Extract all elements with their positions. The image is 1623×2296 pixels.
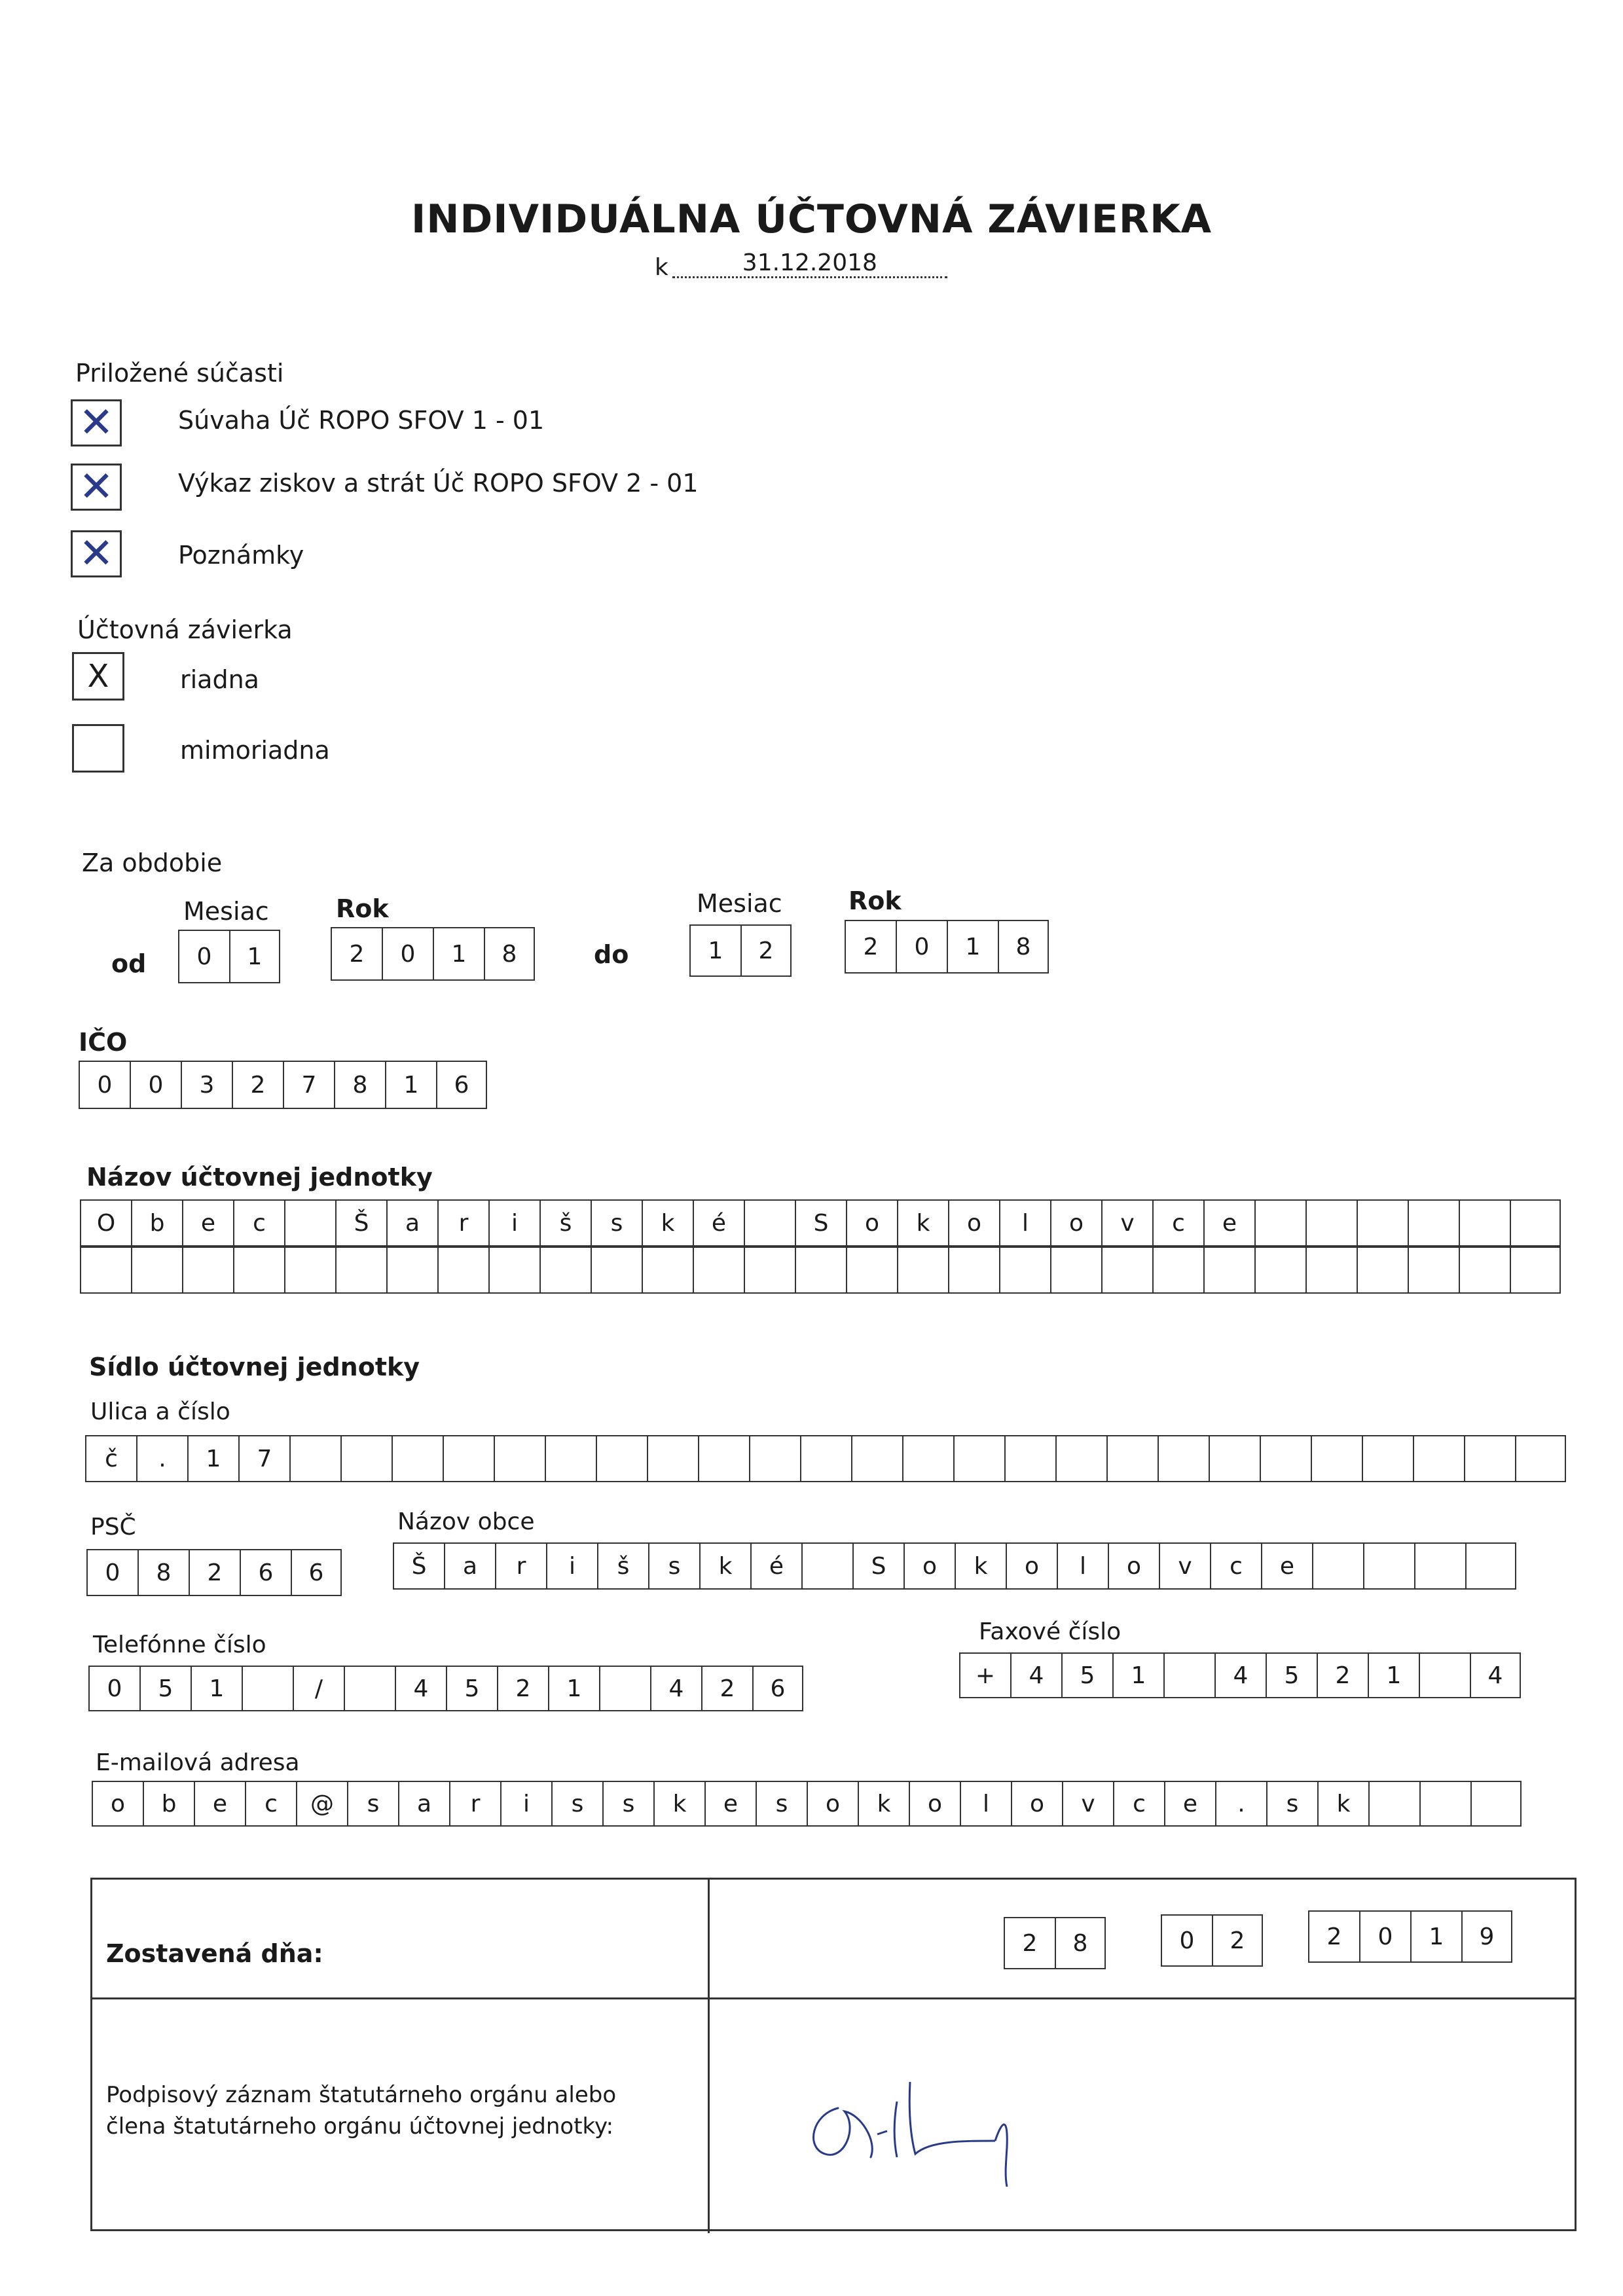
email-label: E-mailová adresa	[96, 1749, 300, 1776]
digit-cell: 2	[232, 1061, 283, 1109]
char-cell: 0	[88, 1666, 139, 1711]
from-year-field[interactable]	[331, 927, 535, 981]
char-cell: @	[296, 1781, 347, 1827]
box-divider-vertical	[708, 1880, 710, 2233]
digit-cell: 8	[998, 920, 1049, 974]
char-cell	[1459, 1199, 1510, 1247]
char-cell: e	[182, 1199, 233, 1247]
char-cell: e	[1164, 1781, 1215, 1827]
char-cell: 6	[240, 1549, 291, 1596]
char-cell	[1465, 1542, 1516, 1590]
signature-label-line-1: Podpisový záznam štatutárneho orgánu alebo	[106, 2082, 617, 2108]
compiled-day-field[interactable]	[1004, 1917, 1106, 1969]
char-cell: s	[756, 1781, 807, 1827]
char-cell	[1414, 1542, 1465, 1590]
char-cell	[953, 1435, 1004, 1482]
digit-cell: 2	[1212, 1914, 1263, 1967]
attachments-heading: Priložené súčasti	[75, 359, 284, 388]
char-cell	[698, 1435, 749, 1482]
attachment-label-poznamky: Poznámky	[178, 541, 304, 570]
char-cell	[851, 1435, 902, 1482]
char-cell: v	[1101, 1199, 1152, 1247]
fax-label: Faxové číslo	[979, 1618, 1122, 1645]
char-cell	[693, 1247, 744, 1294]
char-cell: s	[648, 1542, 699, 1590]
char-cell	[284, 1247, 335, 1294]
digit-cell: 3	[181, 1061, 232, 1109]
char-cell: 1	[1368, 1652, 1419, 1698]
char-cell: 1	[187, 1435, 238, 1482]
char-cell: 6	[752, 1666, 803, 1711]
char-cell: a	[386, 1199, 437, 1247]
char-cell: 5	[446, 1666, 497, 1711]
char-cell: 4	[650, 1666, 701, 1711]
char-cell: k	[653, 1781, 704, 1827]
to-month-field[interactable]	[689, 924, 792, 977]
fax-field[interactable]	[959, 1652, 1521, 1698]
char-cell: o	[909, 1781, 960, 1827]
char-cell: 7	[238, 1435, 289, 1482]
char-cell: e	[194, 1781, 245, 1827]
char-cell: e	[704, 1781, 756, 1827]
char-cell: k	[955, 1542, 1006, 1590]
phone-label: Telefónne číslo	[93, 1631, 266, 1658]
digit-cell: 8	[484, 927, 535, 981]
char-cell: 2	[1317, 1652, 1368, 1698]
closure-label-mimoriadna: mimoriadna	[180, 736, 330, 765]
char-cell	[1459, 1247, 1510, 1294]
digit-cell: 0	[1161, 1914, 1212, 1967]
char-cell	[1254, 1247, 1305, 1294]
char-cell: o	[948, 1199, 999, 1247]
signature-label-line-2: člena štatutárneho orgánu účtovnej jednotky:	[106, 2113, 614, 2140]
phone-field[interactable]	[88, 1666, 803, 1711]
char-cell: e	[1261, 1542, 1312, 1590]
char-cell: 1	[1112, 1652, 1163, 1698]
char-cell: 5	[1061, 1652, 1112, 1698]
char-cell	[1163, 1652, 1214, 1698]
psc-field[interactable]	[86, 1549, 342, 1596]
check-mark: ✕	[79, 463, 114, 511]
attachment-label-suvaha: Súvaha Úč ROPO SFOV 1 - 01	[178, 406, 545, 435]
closing-date[interactable]: 31.12.2018	[672, 249, 947, 278]
char-cell: e	[1203, 1199, 1254, 1247]
char-cell: o	[1011, 1781, 1062, 1827]
closure-label-riadna: riadna	[180, 665, 259, 694]
street-field[interactable]	[85, 1435, 1566, 1482]
char-cell	[392, 1435, 443, 1482]
from-label: od	[111, 949, 147, 978]
char-cell	[1101, 1247, 1152, 1294]
to-label: do	[594, 940, 629, 969]
digit-cell: 0	[79, 1061, 130, 1109]
char-cell	[1305, 1199, 1357, 1247]
digit-cell: 1	[385, 1061, 436, 1109]
char-cell: .	[136, 1435, 187, 1482]
char-cell: b	[131, 1199, 182, 1247]
char-cell	[596, 1435, 647, 1482]
ico-field[interactable]	[79, 1061, 487, 1109]
char-cell	[1106, 1435, 1158, 1482]
check-mark: ✕	[79, 530, 114, 578]
char-cell	[1510, 1199, 1561, 1247]
char-cell: c	[1210, 1542, 1261, 1590]
closing-date-line	[655, 249, 947, 281]
digit-cell: 1	[1410, 1910, 1461, 1963]
char-cell: a	[444, 1542, 495, 1590]
char-cell: s	[347, 1781, 398, 1827]
period-heading: Za obdobie	[82, 848, 223, 877]
char-cell	[545, 1435, 596, 1482]
char-cell	[1357, 1199, 1408, 1247]
char-cell	[1203, 1247, 1254, 1294]
char-cell: a	[398, 1781, 449, 1827]
check-mark: ✕	[79, 399, 114, 447]
char-cell	[233, 1247, 284, 1294]
char-cell: 5	[139, 1666, 191, 1711]
digit-cell: 1	[433, 927, 484, 981]
char-cell: +	[959, 1652, 1010, 1698]
digit-cell: 2	[740, 924, 792, 977]
char-cell: 6	[291, 1549, 342, 1596]
digit-cell: 1	[689, 924, 740, 977]
char-cell: S	[795, 1199, 846, 1247]
char-cell: é	[693, 1199, 744, 1247]
box-divider-horizontal	[92, 1997, 1575, 1999]
closure-mark-riadna: X	[87, 658, 109, 695]
char-cell	[386, 1247, 437, 1294]
char-cell	[539, 1247, 591, 1294]
char-cell: š	[539, 1199, 591, 1247]
char-cell: 1	[191, 1666, 242, 1711]
char-cell	[744, 1199, 795, 1247]
digit-cell: 1	[947, 920, 998, 974]
char-cell	[1470, 1781, 1522, 1827]
compiled-label: Zostavená dňa:	[106, 1939, 323, 1968]
char-cell	[1362, 1435, 1413, 1482]
to-month-label: Mesiac	[697, 889, 782, 918]
char-cell	[591, 1247, 642, 1294]
char-cell: o	[846, 1199, 897, 1247]
char-cell: o	[92, 1781, 143, 1827]
char-cell: k	[897, 1199, 948, 1247]
char-cell	[647, 1435, 698, 1482]
char-cell	[1260, 1435, 1311, 1482]
char-cell: O	[80, 1199, 131, 1247]
char-cell: s	[551, 1781, 602, 1827]
ico-label: IČO	[79, 1028, 128, 1057]
char-cell: o	[903, 1542, 955, 1590]
char-cell: o	[807, 1781, 858, 1827]
city-label: Názov obce	[397, 1508, 535, 1535]
char-cell	[1311, 1435, 1362, 1482]
char-cell: 8	[137, 1549, 189, 1596]
char-cell	[1363, 1542, 1414, 1590]
char-cell	[1158, 1435, 1209, 1482]
char-cell	[80, 1247, 131, 1294]
char-cell	[948, 1247, 999, 1294]
char-cell	[1413, 1435, 1464, 1482]
char-cell: s	[1266, 1781, 1317, 1827]
char-cell: k	[642, 1199, 693, 1247]
char-cell	[443, 1435, 494, 1482]
char-cell: 4	[1010, 1652, 1061, 1698]
digit-cell: 2	[845, 920, 896, 974]
to-year-label: Rok	[848, 886, 902, 915]
checkbox-suvaha[interactable]	[71, 399, 122, 446]
char-cell: .	[1215, 1781, 1266, 1827]
digit-cell: 0	[1359, 1910, 1410, 1963]
char-cell: r	[449, 1781, 500, 1827]
psc-label: PSČ	[90, 1514, 136, 1540]
checkbox-vykaz[interactable]	[71, 464, 122, 511]
checkbox-mimoriadna[interactable]	[72, 724, 124, 773]
to-year-field[interactable]	[845, 920, 1049, 974]
digit-cell: 6	[436, 1061, 487, 1109]
digit-cell: 7	[283, 1061, 334, 1109]
char-cell: 2	[701, 1666, 752, 1711]
compiled-year-field[interactable]	[1308, 1910, 1512, 1963]
char-cell: Š	[393, 1542, 444, 1590]
char-cell	[344, 1666, 395, 1711]
char-cell: 4	[1470, 1652, 1521, 1698]
char-cell	[437, 1247, 488, 1294]
char-cell: Š	[335, 1199, 386, 1247]
char-cell	[1357, 1247, 1408, 1294]
digit-cell: 1	[229, 930, 280, 983]
char-cell	[488, 1247, 539, 1294]
date-prefix: k	[655, 254, 668, 281]
char-cell: k	[858, 1781, 909, 1827]
seat-heading: Sídlo účtovnej jednotky	[89, 1353, 420, 1381]
char-cell: s	[602, 1781, 653, 1827]
from-month-label: Mesiac	[183, 897, 269, 926]
char-cell: S	[852, 1542, 903, 1590]
char-cell: 1	[548, 1666, 599, 1711]
char-cell: é	[750, 1542, 801, 1590]
from-month-field[interactable]	[178, 930, 280, 983]
char-cell: l	[960, 1781, 1011, 1827]
char-cell	[1368, 1781, 1419, 1827]
char-cell: v	[1062, 1781, 1113, 1827]
char-cell: l	[1057, 1542, 1108, 1590]
char-cell	[999, 1247, 1050, 1294]
unit-name-row-1[interactable]	[80, 1199, 1561, 1247]
char-cell: k	[1317, 1781, 1368, 1827]
city-field[interactable]	[393, 1542, 1516, 1590]
char-cell: č	[85, 1435, 136, 1482]
char-cell: i	[488, 1199, 539, 1247]
digit-cell: 9	[1461, 1910, 1512, 1963]
digit-cell: 0	[178, 930, 229, 983]
char-cell: i	[546, 1542, 597, 1590]
char-cell	[335, 1247, 386, 1294]
char-cell	[1408, 1247, 1459, 1294]
char-cell: r	[495, 1542, 546, 1590]
char-cell	[642, 1247, 693, 1294]
closure-heading: Účtovná závierka	[77, 615, 293, 644]
checkbox-poznamky[interactable]	[71, 530, 122, 577]
char-cell: s	[591, 1199, 642, 1247]
char-cell	[744, 1247, 795, 1294]
char-cell: c	[1152, 1199, 1203, 1247]
attachment-label-vykaz: Výkaz ziskov a strát Úč ROPO SFOV 2 - 01	[178, 469, 699, 498]
char-cell	[340, 1435, 392, 1482]
char-cell	[284, 1199, 335, 1247]
char-cell	[289, 1435, 340, 1482]
char-cell	[846, 1247, 897, 1294]
char-cell: 2	[189, 1549, 240, 1596]
char-cell	[1408, 1199, 1459, 1247]
char-cell	[1312, 1542, 1363, 1590]
digit-cell: 0	[382, 927, 433, 981]
unit-name-row-2[interactable]	[80, 1247, 1561, 1294]
char-cell: 5	[1266, 1652, 1317, 1698]
char-cell	[242, 1666, 293, 1711]
email-field[interactable]	[92, 1781, 1522, 1827]
checkbox-riadna[interactable]	[72, 652, 124, 701]
char-cell	[1050, 1247, 1101, 1294]
char-cell: r	[437, 1199, 488, 1247]
char-cell	[1510, 1247, 1561, 1294]
digit-cell: 0	[130, 1061, 181, 1109]
char-cell: o	[1108, 1542, 1159, 1590]
char-cell: o	[1050, 1199, 1101, 1247]
char-cell: 0	[86, 1549, 137, 1596]
char-cell: /	[293, 1666, 344, 1711]
char-cell	[795, 1247, 846, 1294]
char-cell: c	[245, 1781, 296, 1827]
char-cell: l	[999, 1199, 1050, 1247]
char-cell	[1004, 1435, 1055, 1482]
char-cell: b	[143, 1781, 194, 1827]
signature-label	[106, 2079, 616, 2142]
handwritten-signature	[799, 2043, 1034, 2193]
char-cell	[897, 1247, 948, 1294]
char-cell	[599, 1666, 650, 1711]
char-cell	[131, 1247, 182, 1294]
char-cell	[1419, 1781, 1470, 1827]
char-cell	[1254, 1199, 1305, 1247]
digit-cell: 2	[1308, 1910, 1359, 1963]
char-cell	[182, 1247, 233, 1294]
char-cell: c	[233, 1199, 284, 1247]
digit-cell: 8	[334, 1061, 385, 1109]
unit-name-label: Názov účtovnej jednotky	[86, 1163, 433, 1192]
char-cell	[749, 1435, 800, 1482]
char-cell	[1209, 1435, 1260, 1482]
char-cell	[902, 1435, 953, 1482]
digit-cell: 2	[331, 927, 382, 981]
compiled-month-field[interactable]	[1161, 1914, 1263, 1967]
char-cell	[494, 1435, 545, 1482]
char-cell	[1464, 1435, 1515, 1482]
char-cell: k	[699, 1542, 750, 1590]
digit-cell: 8	[1055, 1917, 1106, 1969]
digit-cell: 0	[896, 920, 947, 974]
char-cell: š	[597, 1542, 648, 1590]
char-cell	[1305, 1247, 1357, 1294]
digit-cell: 2	[1004, 1917, 1055, 1969]
char-cell	[1152, 1247, 1203, 1294]
char-cell: v	[1159, 1542, 1210, 1590]
char-cell: 2	[497, 1666, 548, 1711]
from-year-label: Rok	[336, 894, 389, 923]
char-cell: i	[500, 1781, 551, 1827]
char-cell: 4	[395, 1666, 446, 1711]
char-cell	[800, 1435, 851, 1482]
char-cell: 4	[1214, 1652, 1266, 1698]
char-cell	[1515, 1435, 1566, 1482]
page-title: INDIVIDUÁLNA ÚČTOVNÁ ZÁVIERKA	[410, 196, 1213, 242]
char-cell	[1055, 1435, 1106, 1482]
street-label: Ulica a číslo	[90, 1398, 230, 1425]
char-cell	[1419, 1652, 1470, 1698]
char-cell	[801, 1542, 852, 1590]
char-cell: o	[1006, 1542, 1057, 1590]
char-cell: c	[1113, 1781, 1164, 1827]
